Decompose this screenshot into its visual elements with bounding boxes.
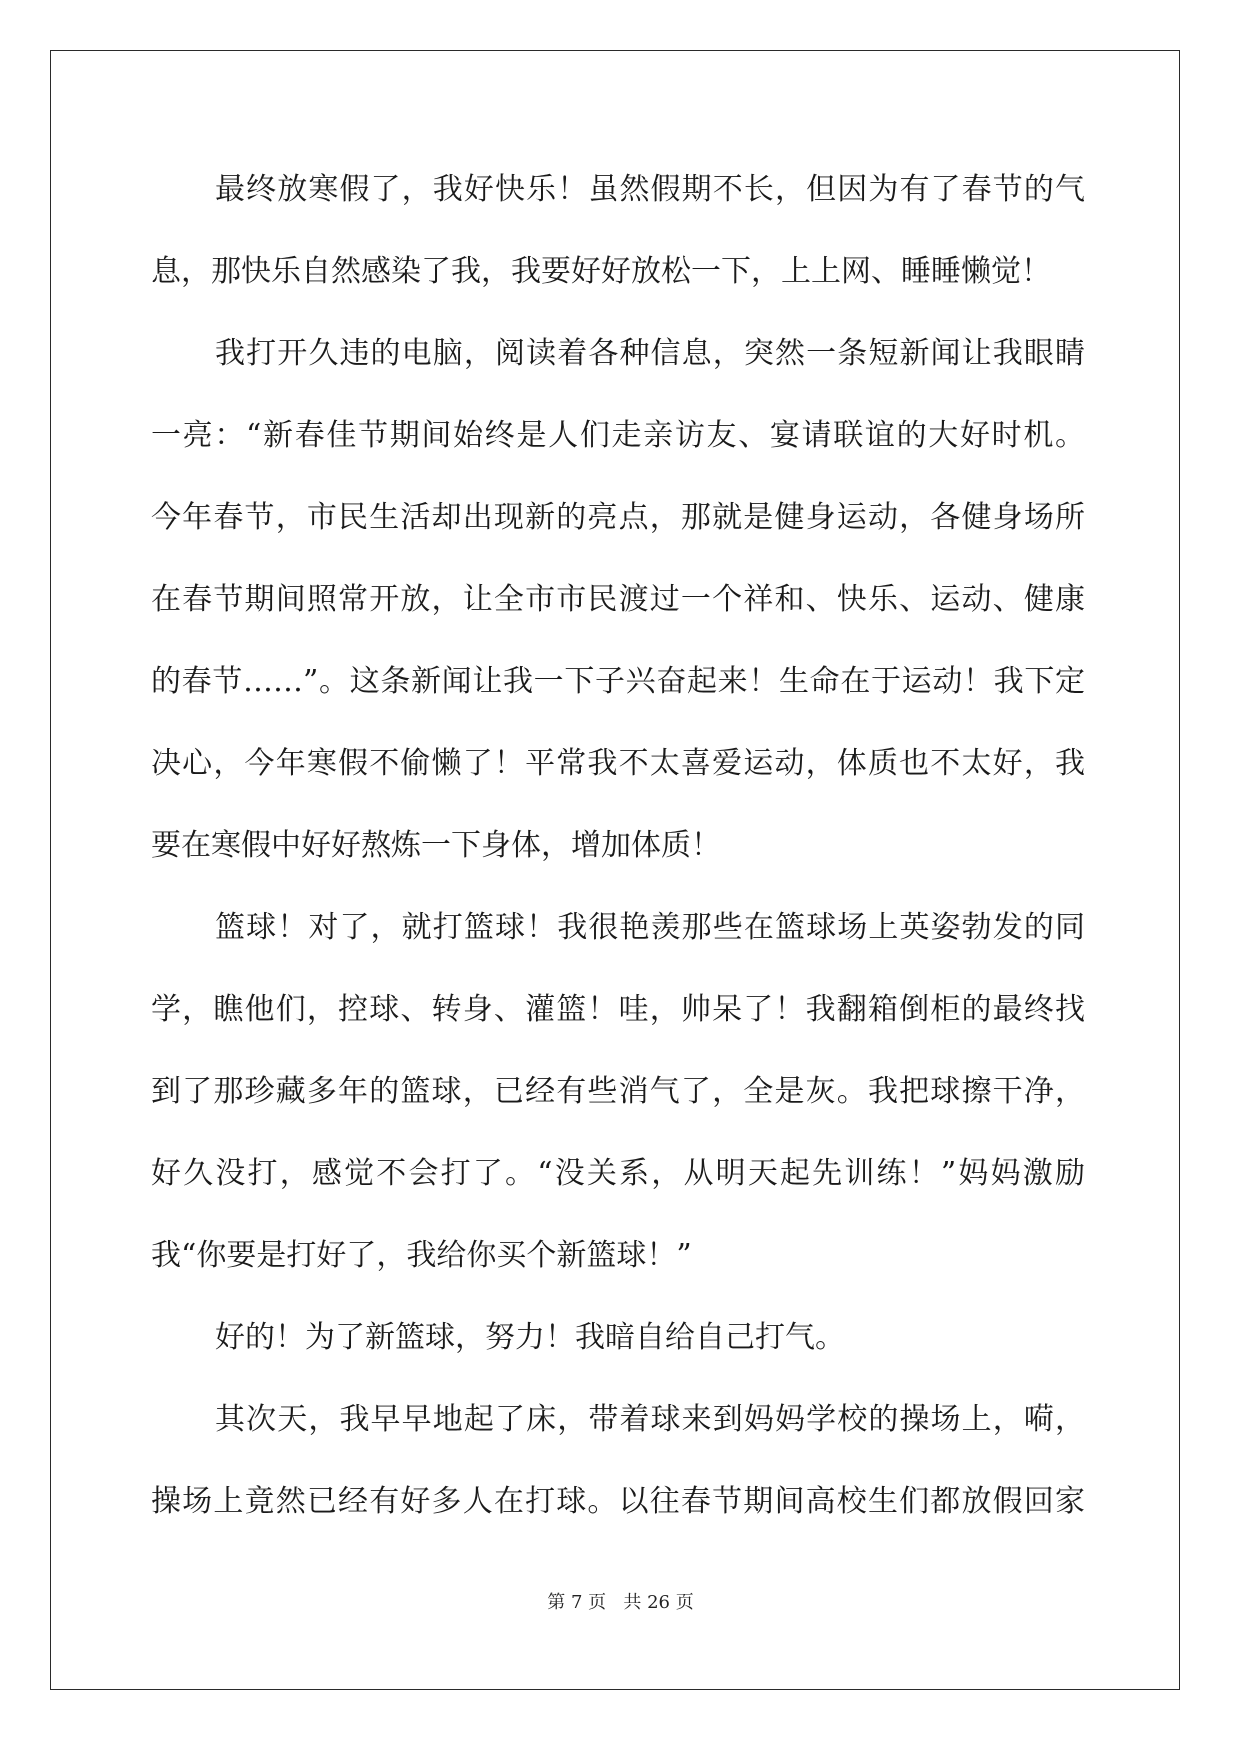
text-line: 今年春节，市民生活却出现新的亮点，那就是健身运动，各健身场所: [151, 500, 1085, 535]
text-line: 篮球！对了，就打篮球！我很艳羡那些在篮球场上英姿勃发的同: [215, 910, 1085, 945]
text-line: 操场上竟然已经有好多人在打球。以往春节期间高校生们都放假回家: [151, 1484, 1085, 1519]
text-line: 我打开久违的电脑，阅读着各种信息，突然一条短新闻让我眼睛: [215, 336, 1085, 371]
text-line: 最终放寒假了，我好快乐！虽然假期不长，但因为有了春节的气: [215, 172, 1085, 207]
text-line: 我“你要是打好了，我给你买个新篮球！”: [151, 1238, 692, 1273]
page-number: 第 7 页: [547, 1592, 607, 1613]
text-line: 息，那快乐自然感染了我，我要好好放松一下，上上网、睡睡懒觉！: [151, 254, 1051, 289]
page-footer: [0, 1588, 1241, 1614]
text-line: 一亮：“新春佳节期间始终是人们走亲访友、宴请联谊的大好时机。: [151, 418, 1085, 453]
text-line: 决心，今年寒假不偷懒了！平常我不太喜爱运动，体质也不太好，我: [151, 746, 1085, 781]
text-line: 在春节期间照常开放，让全市市民渡过一个祥和、快乐、运动、健康: [151, 582, 1085, 617]
page-total: 共 26 页: [623, 1592, 694, 1613]
text-line: 到了那珍藏多年的篮球，已经有些消气了，全是灰。我把球擦干净，: [151, 1074, 1085, 1109]
text-line: 好的！为了新篮球，努力！我暗自给自己打气。: [215, 1320, 845, 1355]
text-line: 好久没打，感觉不会打了。“没关系，从明天起先训练！”妈妈激励: [151, 1156, 1085, 1191]
document-body: [151, 163, 1085, 1557]
text-line: 要在寒假中好好熬炼一下身体，增加体质！: [151, 828, 721, 863]
text-line: 学，瞧他们，控球、转身、灌篮！哇，帅呆了！我翻箱倒柜的最终找: [151, 992, 1085, 1027]
text-line: 的春节……”。这条新闻让我一下子兴奋起来！生命在于运动！我下定: [151, 664, 1085, 699]
text-line: 其次天，我早早地起了床，带着球来到妈妈学校的操场上，嗬，: [215, 1402, 1085, 1437]
